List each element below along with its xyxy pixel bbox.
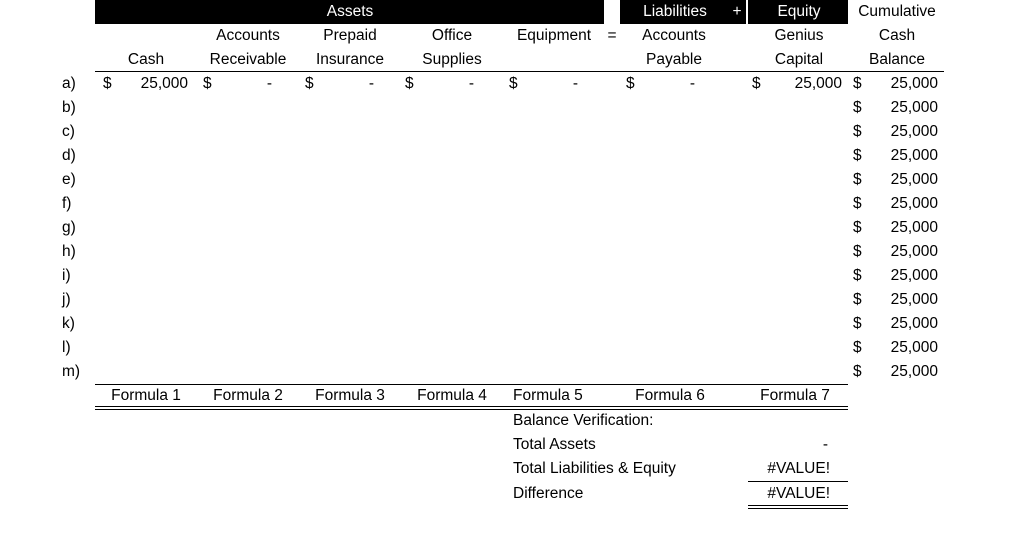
row-a-equipment-symbol: $	[509, 75, 518, 92]
col-header-ap-line2: Payable	[645, 51, 702, 68]
col-header-prepaid-line1: Prepaid	[323, 27, 377, 44]
cumulative-cash-value: 25,000	[890, 339, 938, 356]
cumulative-cash-symbol: $	[853, 171, 862, 188]
row-a-cash-symbol: $	[103, 75, 112, 92]
row-label: d)	[62, 147, 76, 164]
cumulative-cash-symbol: $	[853, 363, 862, 380]
col-header-capital-line2: Capital	[774, 51, 824, 68]
row-label: l)	[62, 339, 71, 356]
row-a-supplies-value: -	[468, 75, 474, 92]
cumulative-cash-symbol: $	[853, 75, 862, 92]
cumulative-cash-value: 25,000	[890, 243, 938, 260]
header-underline	[95, 71, 944, 72]
cumulative-cash-symbol: $	[853, 291, 862, 308]
difference-label: Difference	[513, 485, 584, 502]
difference-double-rule-1	[748, 505, 848, 506]
formula-double-rule-1	[95, 406, 848, 407]
formula-7: Formula 7	[760, 387, 830, 404]
cumulative-cash-value: 25,000	[890, 99, 938, 116]
col-header-supplies-line2: Supplies	[422, 51, 482, 68]
cumulative-cash-symbol: $	[853, 123, 862, 140]
cumulative-cash-symbol: $	[853, 99, 862, 116]
cumulative-cash-value: 25,000	[890, 75, 938, 92]
cumulative-cash-symbol: $	[853, 147, 862, 164]
row-a-cash-value: 25,000	[140, 75, 188, 92]
liabilities-header: Liabilities	[643, 3, 707, 20]
cumulative-cash-symbol: $	[853, 339, 862, 356]
row-a-ar-symbol: $	[203, 75, 212, 92]
cumulative-cash-value: 25,000	[890, 171, 938, 188]
row-label: c)	[62, 123, 75, 140]
equals-sign: =	[607, 27, 617, 44]
difference-double-rule-2	[748, 508, 848, 509]
col-header-supplies-line1: Office	[431, 27, 473, 44]
formula-1: Formula 1	[111, 387, 181, 404]
cumulative-cash-value: 25,000	[890, 195, 938, 212]
col-header-prepaid-line2: Insurance	[315, 51, 385, 68]
cumulative-cash-symbol: $	[853, 243, 862, 260]
row-label: a)	[62, 75, 76, 92]
row-a-supplies-symbol: $	[405, 75, 414, 92]
row-label: k)	[62, 315, 75, 332]
cumulative-cash-symbol: $	[853, 315, 862, 332]
row-label: b)	[62, 99, 76, 116]
row-label: f)	[62, 195, 72, 212]
cumulative-cash-value: 25,000	[890, 147, 938, 164]
formula-4: Formula 4	[417, 387, 487, 404]
row-a-ap-symbol: $	[626, 75, 635, 92]
verification-title: Balance Verification:	[513, 412, 654, 429]
row-a-ap-value: -	[689, 75, 695, 92]
formula-2: Formula 2	[213, 387, 283, 404]
total-le-value: #VALUE!	[767, 460, 830, 477]
row-a-ar-value: -	[266, 75, 272, 92]
row-a-prepaid-symbol: $	[305, 75, 314, 92]
cumulative-cash-value: 25,000	[890, 315, 938, 332]
formula-top-rule	[95, 384, 848, 385]
row-a-capital-value: 25,000	[794, 75, 842, 92]
cumulative-cash-value: 25,000	[890, 123, 938, 140]
row-label: m)	[62, 363, 81, 380]
col-header-equipment: Equipment	[516, 27, 592, 44]
assets-header: Assets	[326, 3, 374, 20]
formula-6: Formula 6	[635, 387, 705, 404]
cumulative-cash-value: 25,000	[890, 291, 938, 308]
difference-top-rule	[748, 481, 848, 482]
total-assets-value: -	[822, 436, 828, 453]
total-assets-label: Total Assets	[513, 436, 596, 453]
row-label: i)	[62, 267, 71, 284]
col-header-cumcash-line2: Balance	[868, 51, 925, 68]
col-header-cash: Cash	[127, 51, 165, 68]
row-label: j)	[62, 291, 71, 308]
row-label: e)	[62, 171, 76, 188]
col-header-ar-line1: Accounts	[216, 27, 280, 44]
formula-5: Formula 5	[513, 387, 583, 404]
row-a-prepaid-value: -	[368, 75, 374, 92]
equity-header: Equity	[777, 3, 821, 20]
cumulative-cash-symbol: $	[853, 219, 862, 236]
total-le-label: Total Liabilities & Equity	[513, 460, 676, 477]
col-header-cumcash-line1: Cash	[878, 27, 916, 44]
cumulative-cash-value: 25,000	[890, 219, 938, 236]
cumulative-cash-value: 25,000	[890, 363, 938, 380]
cumulative-cash-symbol: $	[853, 267, 862, 284]
cumulative-header: Cumulative	[858, 3, 936, 20]
plus-sign: +	[732, 3, 742, 20]
col-header-capital-line1: Genius	[774, 27, 824, 44]
row-label: h)	[62, 243, 76, 260]
formula-3: Formula 3	[315, 387, 385, 404]
cumulative-cash-symbol: $	[853, 195, 862, 212]
col-header-ap-line1: Accounts	[642, 27, 706, 44]
cumulative-cash-value: 25,000	[890, 267, 938, 284]
difference-value: #VALUE!	[767, 485, 830, 502]
col-header-ar-line2: Receivable	[209, 51, 287, 68]
row-a-equipment-value: -	[572, 75, 578, 92]
row-a-capital-symbol: $	[752, 75, 761, 92]
formula-double-rule-2	[95, 409, 848, 410]
row-label: g)	[62, 219, 76, 236]
